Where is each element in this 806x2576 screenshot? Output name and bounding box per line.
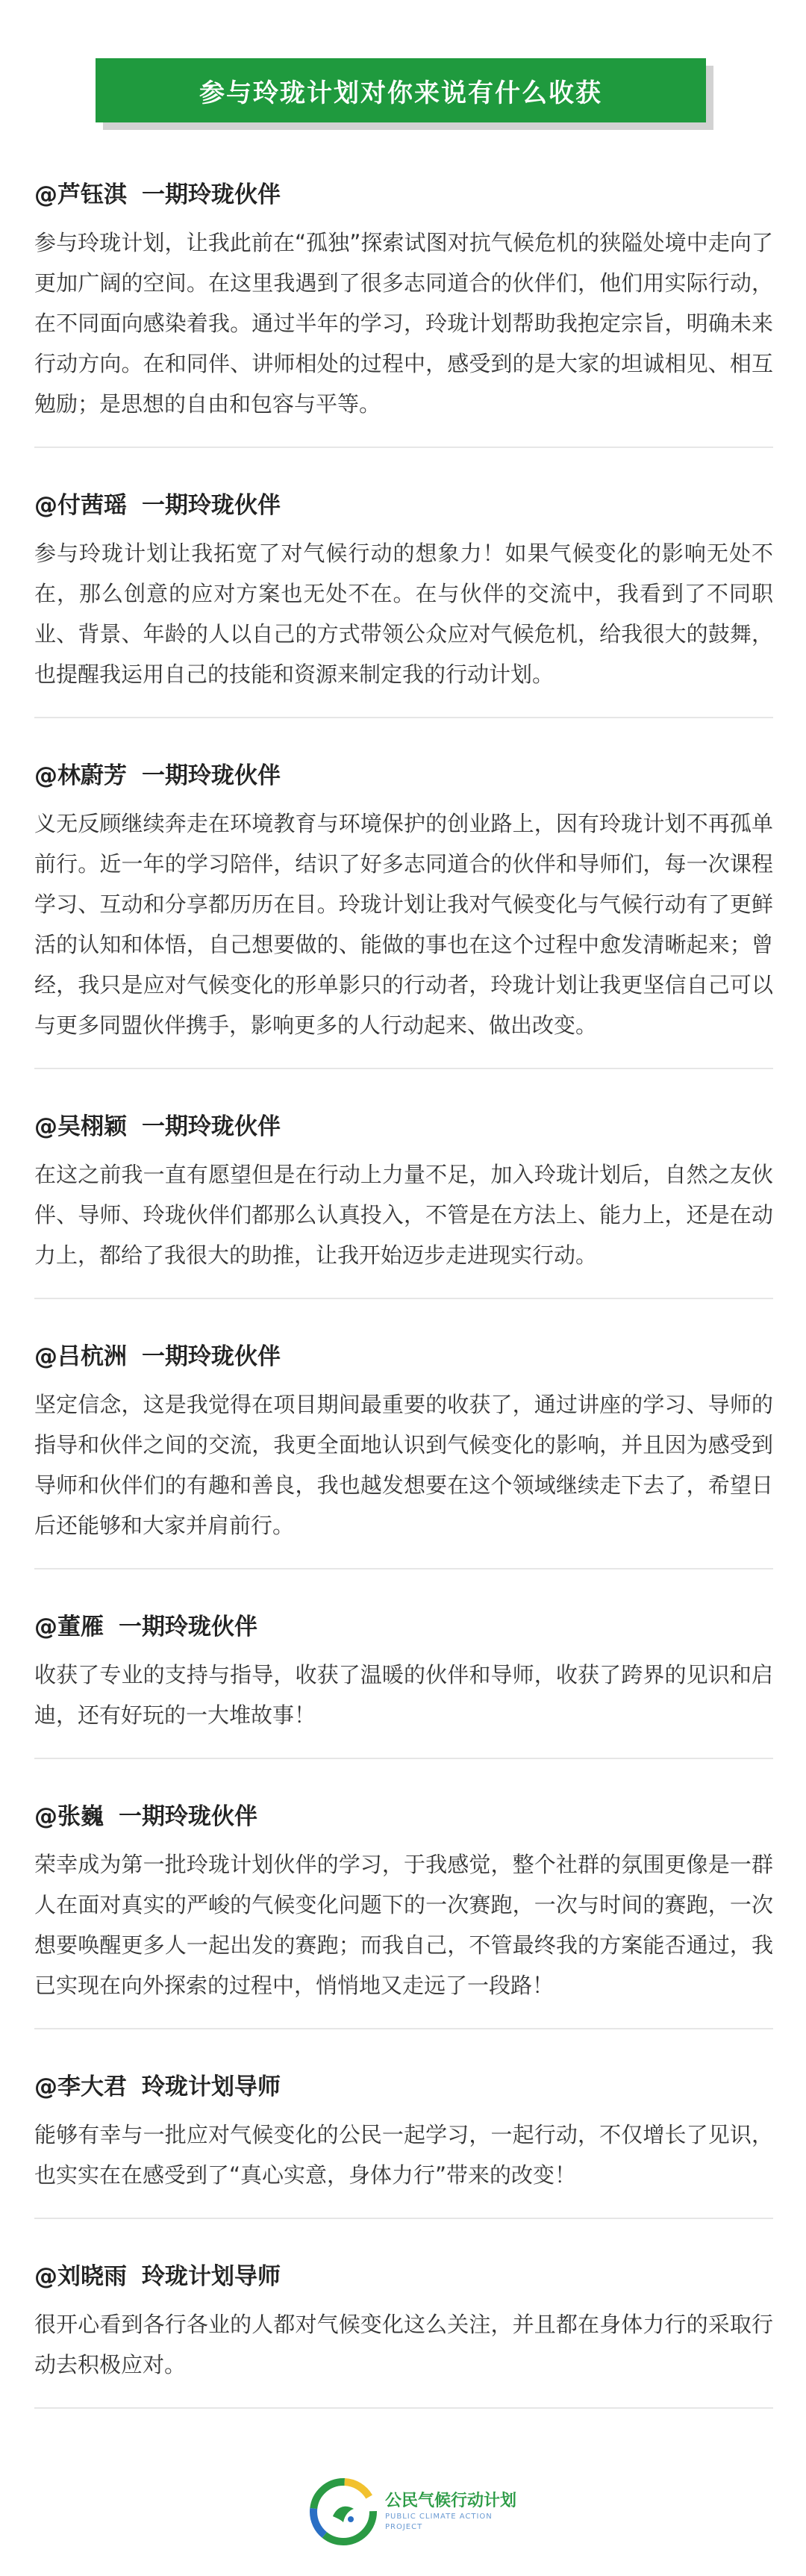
testimonial-entry [34,1610,773,1759]
entry-author: @付茜瑶 [34,492,127,519]
entry-author: @林蔚芳 [34,762,127,789]
testimonial-entry [34,2259,773,2409]
entry-role: 一期玲珑伙伴 [142,492,281,519]
entry-heading [34,2070,773,2104]
entry-role: 一期玲珑伙伴 [142,181,281,208]
entry-heading [34,1340,773,1374]
entry-text: 坚定信念，这是我觉得在项目期间最重要的收获了，通过讲座的学习、导师的指导和伙伴之间的交流，我更全面地认识到气候变化的影响，并且因为感受到导师和伙伴们的有趣和善良，我也越发想要在这个领域继续走下去了，希望日后还能够和大家并肩前行。 [34,1392,773,1538]
banner-box [96,58,706,122]
entry-heading [34,759,773,793]
testimonial-entry [34,2070,773,2219]
entry-role: 玲珑计划导师 [142,2073,281,2100]
entry-author: @李大君 [34,2073,127,2100]
testimonial-entry [34,1799,773,2029]
entry-heading [34,178,773,212]
entry-author: @刘晓雨 [34,2263,127,2290]
entry-heading [34,1110,773,1144]
entry-text: 能够有幸与一批应对气候变化的公民一起学习，一起行动，不仅增长了见识，也实实在在感受到了“真心实意，身体力行”带来的改变！ [34,2122,773,2188]
entry-heading [34,1610,773,1644]
entry-text: 参与玲珑计划，让我此前在“孤独”探索试图对抗气候危机的狭隘处境中走向了更加广阔的空间。在这里我遇到了很多志同道合的伙伴们，他们用实际行动，在不同面向感染着我。通过半年的学习，玲珑计划帮助我抱定宗旨，明确未来行动方向。在和同伴、讲师相处的过程中，感受到的是大家的坦诚相见、相互勉励；是思想的自由和包容与平等。 [34,230,773,417]
testimonial-entry [34,759,773,1069]
entry-heading [34,1799,773,1834]
entry-role: 一期玲珑伙伴 [142,1113,281,1140]
entry-role: 一期玲珑伙伴 [142,762,281,789]
entry-text: 荣幸成为第一批玲珑计划伙伴的学习，于我感觉，整个社群的氛围更像是一群人在面对真实的严峻的气候变化问题下的一次赛跑，一次与时间的赛跑，一次想要唤醒更多人一起出发的赛跑；而我自己，不管最终我的方案能否通过，我已实现在向外探索的过程中，悄悄地又走远了一段路！ [34,1852,773,1998]
testimonial-entry [34,1110,773,1299]
entry-author: @吴栩颖 [34,1113,127,1140]
entry-role: 玲珑计划导师 [142,2263,281,2290]
testimonial-entry [34,178,773,448]
entry-text: 在这之前我一直有愿望但是在行动上力量不足，加入玲珑计划后，自然之友伙伴、导师、玲珑伙伴们都那么认真投入，不管是在方法上、能力上，还是在动力上，都给了我很大的助推，让我开始迈步走进现实行动。 [34,1162,773,1268]
entry-heading [34,2259,773,2294]
entry-text: 收获了专业的支持与指导，收获了温暖的伙伴和导师，收获了跨界的见识和启迪，还有好玩的一大堆故事！ [34,1662,773,1728]
entry-role: 一期玲珑伙伴 [119,1614,257,1640]
entry-text: 义无反顾继续奔走在环境教育与环境保护的创业路上，因有玲珑计划不再孤单前行。近一年的学习陪伴，结识了好多志同道合的伙伴和导师们，每一次课程学习、互动和分享都历历在目。玲珑计划让我对气候变化与气候行动有了更鲜活的认知和体悟，自己想要做的、能做的事也在这个过程中愈发清晰起来；曾经，我只是应对气候变化的形单影只的行动者，玲珑计划让我更坚信自己可以与更多同盟伙伴携手，影响更多的人行动起来、做出改变。 [34,811,773,1038]
entry-text: 很开心看到各行各业的人都对气候变化这么关注，并且都在身体力行的采取行动去积极应对。 [34,2312,773,2377]
logo-subtitle: PUBLIC CLIMATE ACTION PROJECT [385,2513,493,2531]
footer-logo [307,2473,531,2551]
testimonial-entry [34,488,773,718]
entry-author: @吕杭洲 [34,1343,127,1370]
entry-heading [34,488,773,523]
entry-text: 参与玲珑计划让我拓宽了对气候行动的想象力！如果气候变化的影响无处不在，那么创意的应对方案也无处不在。在与伙伴的交流中，我看到了不同职业、背景、年龄的人以自己的方式带领公众应对气候危机，给我很大的鼓舞，也提醒我运用自己的技能和资源来制定我的行动计划。 [34,541,773,687]
entry-author: @张巍 [34,1803,104,1830]
testimonial-entry [34,1340,773,1569]
entry-author: @芦钰淇 [34,181,127,208]
logo-title: 公民气候行动计划 [385,2492,517,2510]
title-banner [96,58,713,130]
entry-role: 一期玲珑伙伴 [119,1803,257,1830]
circular-globe-logo-icon [307,2476,379,2548]
page-title: 参与玲珑计划对你来说有什么收获 [199,78,602,108]
entry-role: 一期玲珑伙伴 [142,1343,281,1370]
entry-author: @董雁 [34,1614,104,1640]
testimonial-list [34,178,773,2409]
